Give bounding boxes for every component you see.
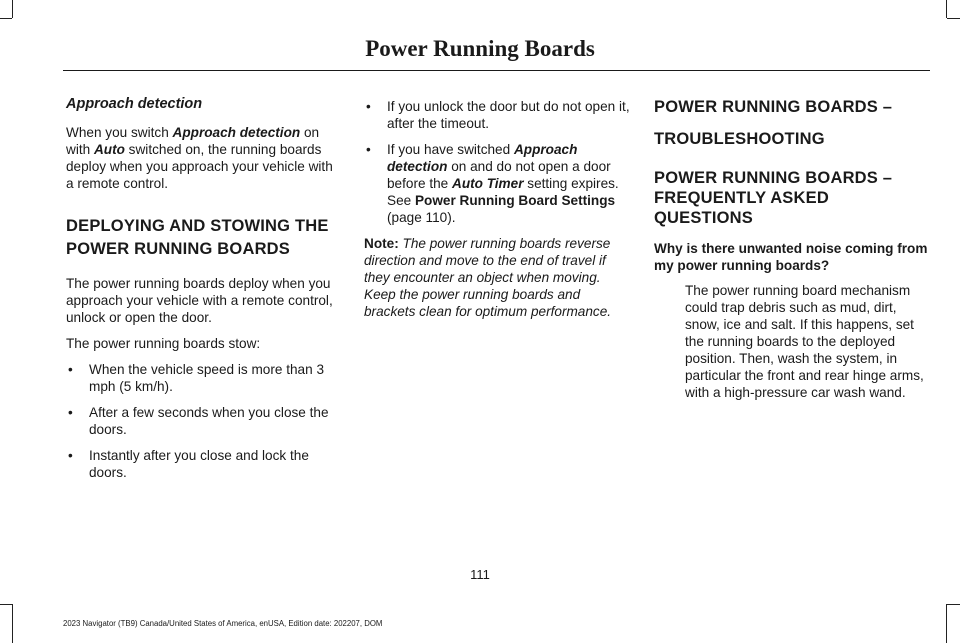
note-label: Note:	[364, 236, 399, 251]
troubleshooting-heading-line-1: POWER RUNNING BOARDS –	[654, 98, 893, 116]
header-rule	[63, 70, 930, 71]
deploying-stowing-heading	[66, 215, 342, 261]
page-header-title: Power Running Boards	[365, 36, 595, 61]
crop-mark-top-right-v	[946, 0, 947, 18]
note-paragraph	[364, 235, 634, 320]
text-run: switched on, the running boards deploy when you approach your vehicle with a remote control.	[66, 142, 333, 191]
text-run: When you switch	[66, 125, 173, 140]
text-run: on and do not open a door before the	[387, 159, 611, 191]
crop-mark-bottom-left-v	[12, 604, 13, 643]
stow-bullet	[364, 141, 634, 226]
page-number: 111	[470, 567, 490, 582]
faq-heading	[654, 168, 932, 228]
crop-mark-bottom-right-h	[947, 604, 960, 605]
deploy-paragraph: The power running boards deploy when you approach your vehicle with a remote control, unlock or open the door.	[66, 276, 333, 325]
note-text: The power running boards reverse direction and move to the end of travel if they encounter an object when moving. Keep the power running boards and brackets clean for optimum performance.	[364, 236, 612, 319]
troubleshooting-heading	[654, 96, 932, 151]
text-run: Power Running Board Settings	[414, 193, 616, 208]
stow-bullet: • When the vehicle speed is more than 3 mph (5 km/h).	[66, 361, 342, 395]
crop-mark-top-left-h	[0, 18, 12, 19]
crop-mark-bottom-right-v	[946, 604, 947, 643]
faq-heading-line-2: FREQUENTLY ASKED QUESTIONS	[654, 189, 829, 227]
crop-mark-bottom-left-h	[0, 604, 12, 605]
stow-intro: The power running boards stow:	[66, 336, 261, 351]
crop-mark-top-right-h	[947, 18, 960, 19]
text-run: setting expires. See	[387, 176, 619, 208]
right-column	[654, 96, 932, 401]
faq-heading-line-1: POWER RUNNING BOARDS –	[654, 169, 893, 187]
approach-detection-heading: Approach detection	[66, 96, 203, 112]
text-run: Approach detection	[387, 142, 578, 174]
troubleshooting-heading-line-2: TROUBLESHOOTING	[654, 130, 825, 148]
deploying-stowing-heading-line-2: POWER RUNNING BOARDS	[66, 240, 291, 258]
stow-bullet: • If you unlock the door but do not open it, after the timeout.	[364, 98, 634, 132]
approach-detection-paragraph	[66, 124, 342, 192]
faq-answer: The power running board mechanism could trap debris such as mud, dirt, snow, ice and salt. If this happens, set the running boards to the deployed position. Then, wash the system, in particular the front and rear hinge arms, with a high-pressure car wash wand.	[685, 283, 924, 400]
text-run: (page 110).	[387, 210, 456, 225]
deploying-stowing-heading-line-1: DEPLOYING AND STOWING THE	[66, 217, 329, 235]
stow-bullet-list	[66, 361, 342, 481]
stow-bullet: • After a few seconds when you close the doors.	[66, 404, 342, 438]
text-run: Auto	[93, 142, 125, 157]
crop-mark-top-left-v	[12, 0, 13, 18]
stow-bullet: • Instantly after you close and lock the doors.	[66, 447, 342, 481]
edition-footer: 2023 Navigator (TB9) Canada/United States of America, enUSA, Edition date: 202207, DOM	[63, 619, 383, 628]
faq-question: Why is there unwanted noise coming from my power running boards?	[654, 241, 928, 273]
stow-bullet-list-continued	[364, 98, 634, 226]
text-run: Approach detection	[172, 125, 301, 140]
left-column	[66, 96, 342, 490]
middle-column	[364, 98, 634, 320]
text-run: on with	[66, 125, 320, 157]
text-run: If you have switched	[387, 142, 514, 157]
text-run: Auto Timer	[452, 176, 524, 191]
